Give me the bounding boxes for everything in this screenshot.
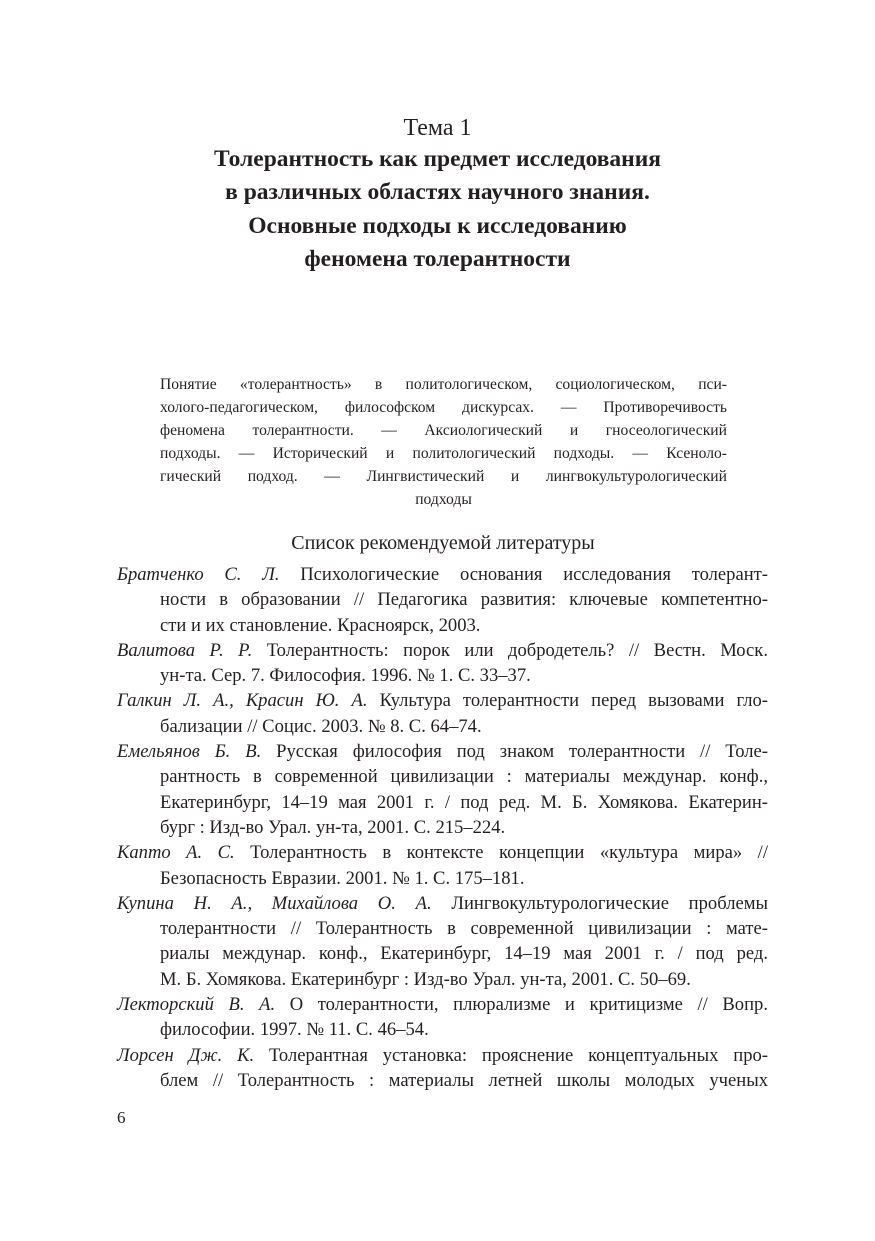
reference-text: ности в образовании // Педагогика развития: ключевые компетентно- <box>160 589 768 611</box>
reference-line <box>117 891 768 916</box>
reference-author: Валитова Р. Р. <box>117 639 253 661</box>
reference-text: рантность в современной цивилизации : материалы междунар. конф., <box>160 766 768 788</box>
reference-text: Толерантность в контексте концепции «культура мира» // <box>250 842 768 864</box>
reference-author: Емельянов Б. В. <box>117 741 262 763</box>
title-line: феномена толерантности <box>304 245 571 272</box>
reference-item <box>117 688 768 739</box>
abstract-line: подходы. — Исторический и политологический подходы. — Ксеноло- <box>160 445 727 462</box>
reference-line <box>160 663 768 688</box>
reference-author: Братченко С. Л. <box>117 564 280 585</box>
chapter-title <box>0 143 875 276</box>
title-line: в различных областях научного знания. <box>225 179 650 206</box>
reference-item <box>117 638 768 689</box>
reference-text: Безопасность Евразии. 2001. № 1. С. 175–181. <box>160 867 525 889</box>
reference-line <box>160 1068 768 1093</box>
reference-text: блем // Толерантность : материалы летней школы молодых ученых <box>160 1069 768 1091</box>
title-line: Основные подходы к исследованию <box>248 212 627 239</box>
reference-line <box>117 688 768 713</box>
reference-text: Екатеринбург, 14–19 мая 2001 г. / под ред. М. Б. Хомякова. Екатерин- <box>160 791 768 813</box>
reference-line <box>117 992 768 1017</box>
reference-line <box>117 1043 768 1068</box>
reference-author: Галкин Л. А., Красин Ю. А. <box>117 690 368 712</box>
reference-item <box>117 1043 768 1094</box>
reference-item <box>117 992 768 1043</box>
reference-text: бализации // Социс. 2003. № 8. С. 64–74. <box>160 715 482 737</box>
reference-text: Толерантная установка: прояснение концептуальных про- <box>268 1044 768 1066</box>
reference-line <box>160 764 768 789</box>
abstract-line: подходы <box>415 491 472 508</box>
abstract-line: феномена толерантности. — Аксиологический и гносеологический <box>160 422 727 439</box>
reference-author: Купина Н. А., Михайлова О. А. <box>117 892 432 914</box>
abstract-line: Понятие «толерантность» в политологическом, социологическом, пси- <box>160 376 727 393</box>
reference-text: сти и их становление. Красноярск, 2003. <box>160 614 481 636</box>
reference-text: Психологические основания исследования толерант- <box>300 564 768 585</box>
reference-item <box>117 562 768 638</box>
reference-line <box>160 815 768 840</box>
reference-text: О толерантности, плюрализме и критицизме // Вопр. <box>289 994 769 1016</box>
reference-line <box>117 562 768 587</box>
reference-line <box>117 739 768 764</box>
reference-line <box>160 613 768 638</box>
reference-list <box>117 562 768 1093</box>
reference-line <box>117 840 768 865</box>
reference-item <box>117 840 768 891</box>
reference-text: философии. 1997. № 11. С. 46–54. <box>160 1019 429 1041</box>
reference-text: ун-та. Сер. 7. Философия. 1996. № 1. С. 33–37. <box>160 665 531 687</box>
reference-line <box>160 866 768 891</box>
reference-line <box>117 638 768 663</box>
reference-line <box>160 790 768 815</box>
chapter-abstract <box>160 373 727 511</box>
reference-line <box>160 1017 768 1042</box>
title-line: Толерантность как предмет исследования <box>214 146 661 172</box>
abstract-line: гический подход. — Лингвистический и лингвокультурологический <box>160 468 727 485</box>
reference-text: Лингвокультурологические проблемы <box>451 892 769 914</box>
reference-line <box>160 587 768 612</box>
literature-heading: Список рекомендуемой литературы <box>291 532 595 554</box>
reference-text: Культура толерантности перед вызовами гло- <box>379 690 768 712</box>
reference-text: М. Б. Хомякова. Екатеринбург : Изд-во Урал. ун-та, 2001. С. 50–69. <box>160 968 691 990</box>
reference-text: Толерантность: порок или добродетель? // Вестн. Моск. <box>266 639 768 661</box>
reference-text: Русская философия под знаком толерантности // Толе- <box>276 741 768 763</box>
reference-text: бург : Изд-во Урал. ун-та, 2001. С. 215–224. <box>160 816 506 838</box>
reference-line <box>160 941 768 966</box>
topic-number: Тема 1 <box>403 115 472 141</box>
reference-text: толерантности // Толерантность в современной цивилизации : мате- <box>160 918 768 940</box>
page-number: 6 <box>117 1108 126 1127</box>
reference-line <box>160 916 768 941</box>
reference-author: Лекторский В. А. <box>117 994 276 1016</box>
reference-author: Лорсен Дж. К. <box>117 1044 255 1066</box>
reference-item <box>117 739 768 840</box>
abstract-line: холого-педагогическом, философском дискурсах. — Противоречивость <box>160 399 727 416</box>
reference-item <box>117 891 768 992</box>
reference-author: Капто А. С. <box>117 842 235 864</box>
reference-text: риалы междунар. конф., Екатеринбург, 14–19 мая 2001 г. / под ред. <box>160 943 768 965</box>
reference-line <box>160 967 768 992</box>
reference-line <box>160 714 768 739</box>
